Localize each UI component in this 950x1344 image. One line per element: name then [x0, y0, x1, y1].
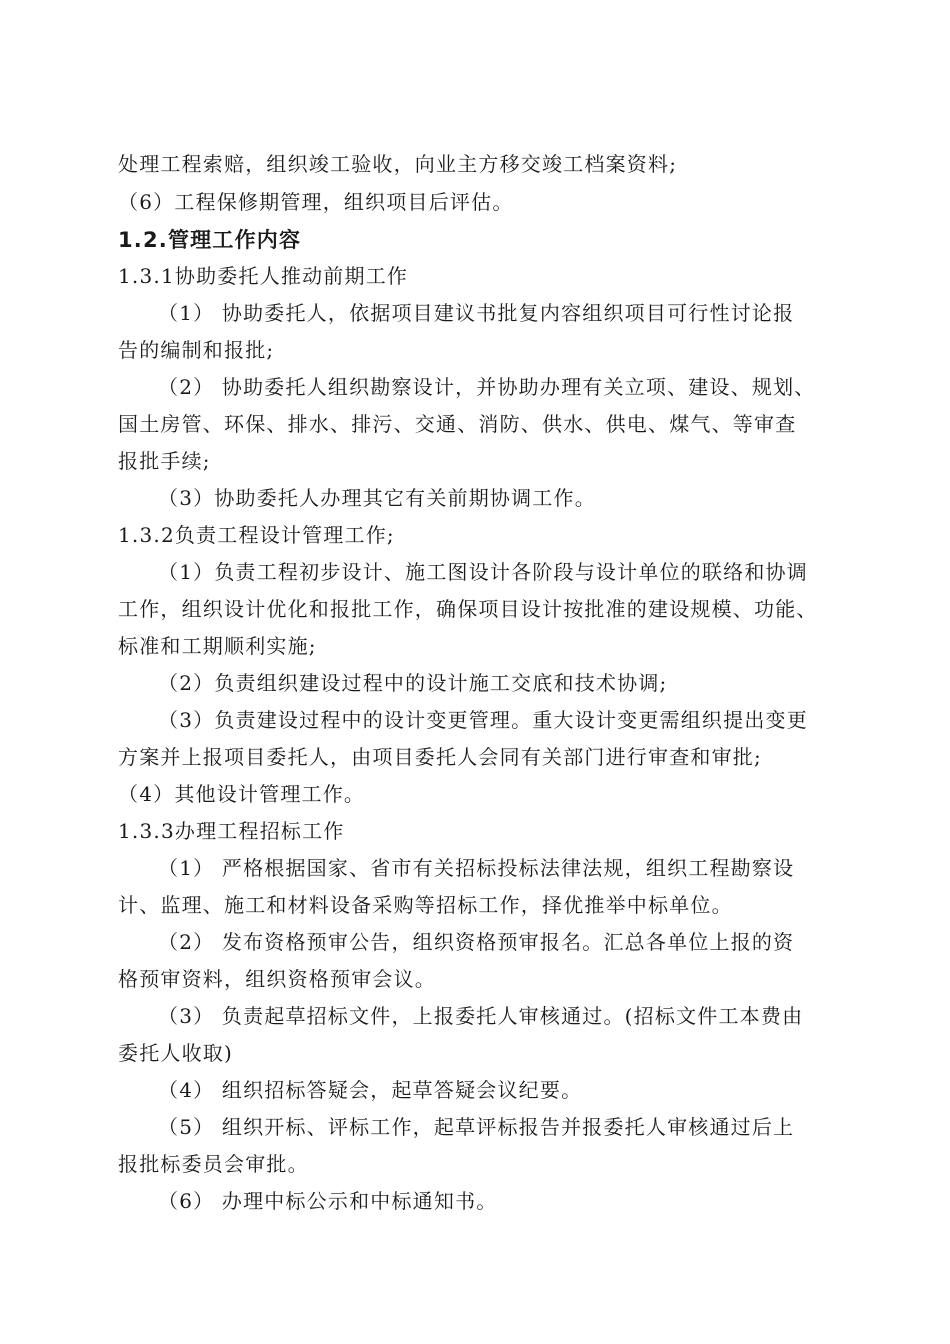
list-item: （2） 协助委托人组织勘察设计，并协助办理有关立项、建设、规划、 [158, 375, 816, 399]
list-item: （3）协助委托人办理其它有关前期协调工作。 [158, 486, 596, 510]
paragraph-line: 标准和工期顺利实施; [118, 634, 317, 658]
list-item: （3） 负责起草招标文件，上报委托人审核通过。(招标文件工本费由 [158, 1004, 804, 1028]
paragraph-line: 格预审资料，组织资格预审会议。 [118, 967, 436, 991]
paragraph-line: 工作，组织设计优化和报批工作，确保项目设计按批准的建设规模、功能、 [118, 597, 818, 621]
subsection-heading: 1.3.2负责工程设计管理工作; [118, 523, 395, 547]
section-heading: 1.2.管理工作内容 [118, 228, 302, 252]
paragraph-line: 告的编制和报批; [118, 338, 275, 362]
paragraph-line: 国土房管、环保、排水、排污、交通、消防、供水、供电、煤气、等审查 [118, 412, 797, 436]
paragraph-line: 计、监理、施工和材料设备采购等招标工作，择优推举中标单位。 [118, 893, 733, 917]
subsection-heading: 1.3.3办理工程招标工作 [118, 819, 345, 843]
list-item: （1） 严格根据国家、省市有关招标投标法律法规，组织工程勘察设 [158, 856, 795, 880]
paragraph-line: 方案并上报项目委托人，由项目委托人会同有关部门进行审查和审批; [118, 745, 762, 769]
list-item: （6）工程保修期管理，组织项目后评估。 [118, 190, 514, 214]
list-item: （4） 组织招标答疑会，起草答疑会议纪要。 [158, 1078, 583, 1102]
list-item: （6） 办理中标公示和中标通知书。 [158, 1189, 498, 1213]
list-item: （1） 协助委托人，依据项目建议书批复内容组织项目可行性讨论报 [158, 301, 795, 325]
paragraph-line: 委托人收取) [118, 1041, 234, 1065]
subsection-heading: 1.3.1协助委托人推动前期工作 [118, 264, 409, 288]
paragraph-line: 报批标委员会审批。 [118, 1152, 309, 1176]
list-item: （2）负责组织建设过程中的设计施工交底和技术协调; [158, 671, 668, 695]
list-item: （5） 组织开标、评标工作，起草评标报告并报委托人审核通过后上 [158, 1115, 795, 1139]
list-item: （4）其他设计管理工作。 [118, 782, 366, 806]
paragraph-line: 处理工程索赔，组织竣工验收，向业主方移交竣工档案资料; [118, 152, 678, 176]
paragraph-line: 报批手续; [118, 449, 211, 473]
list-item: （2） 发布资格预审公告，组织资格预审报名。汇总各单位上报的资 [158, 930, 795, 954]
list-item: （1）负责工程初步设计、施工图设计各阶段与设计单位的联络和协调 [158, 560, 808, 584]
list-item: （3）负责建设过程中的设计变更管理。重大设计变更需组织提出变更 [158, 708, 808, 732]
